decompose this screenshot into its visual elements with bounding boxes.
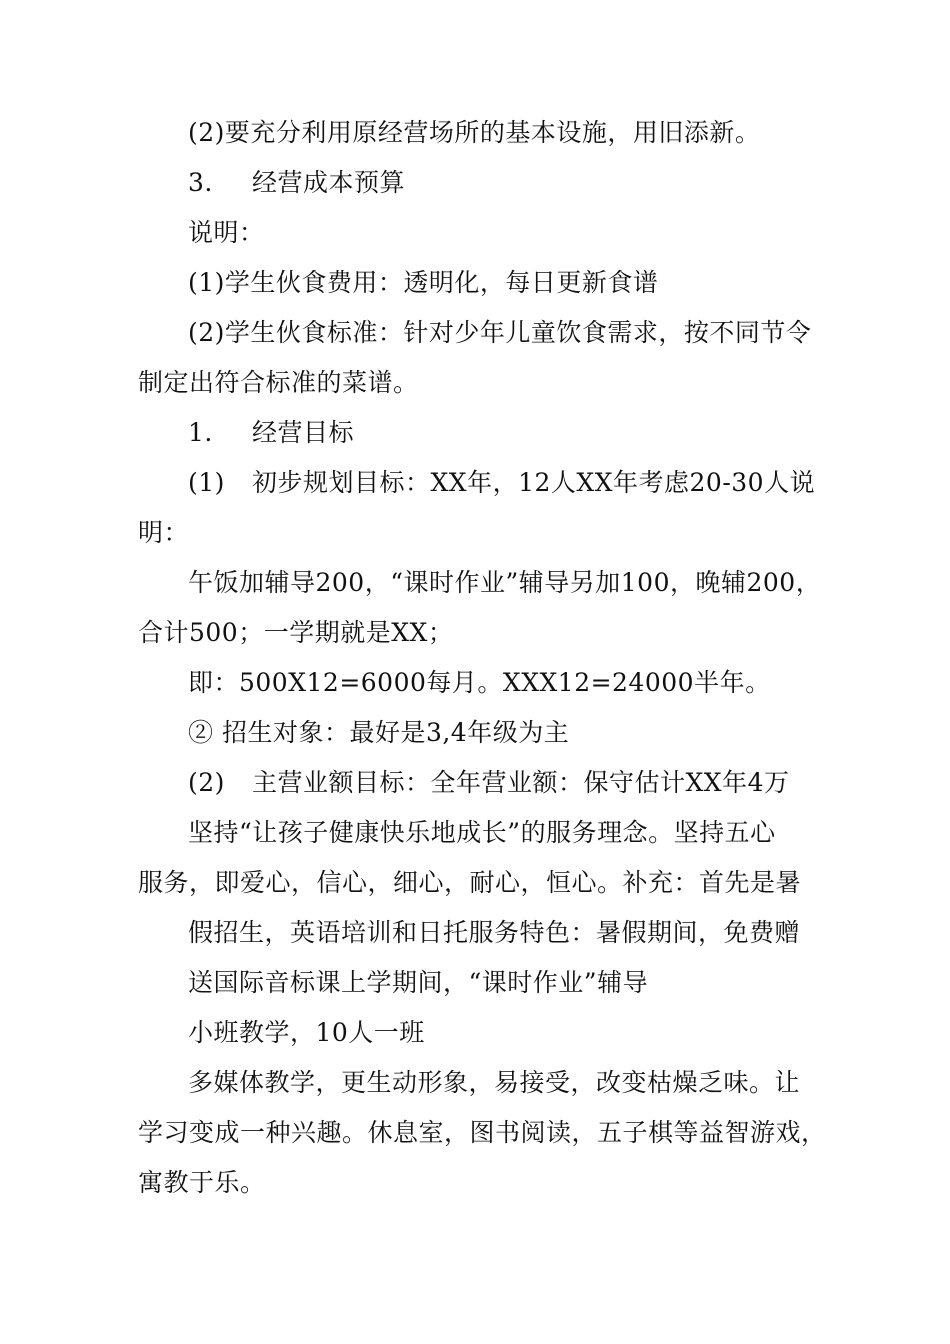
paragraph-line: 明： [138,518,190,547]
paragraph-line [188,768,790,798]
paragraph-line: 多媒体教学，更生动形象，易接受，改变枯燥乏味。让 [188,1068,801,1097]
section-heading [188,168,405,198]
paragraph-line: 午饭加辅导200，“课时作业”辅导另加100，晚辅200， [188,568,822,597]
paragraph-line: 说明： [188,218,265,247]
item-number: (1) [188,468,225,497]
paragraph-line: (2)学生伙食标准：针对少年儿童饮食需求，按不同节令 [188,318,812,347]
section-title: 经营目标 [252,418,355,447]
paragraph-line: 合计500；一学期就是XX； [138,618,454,647]
paragraph-line [188,468,815,498]
paragraph-line: ② 招生对象：最好是3,4年级为主 [188,718,570,747]
paragraph-line: 坚持“让孩子健康快乐地成长”的服务理念。坚持五心 [188,818,776,847]
paragraph-line: 制定出符合标准的菜谱。 [138,368,419,397]
item-text: 主营业额目标：全年营业额：保守估计XX年4万 [252,768,790,797]
item-number: (2) [188,768,225,797]
section-title: 经营成本预算 [252,168,406,197]
paragraph-line: 送国际音标课上学期间，“课时作业”辅导 [188,968,649,997]
paragraph-line: 假招生，英语培训和日托服务特色：暑假期间，免费赠 [188,918,801,947]
section-number: 3. [188,168,213,197]
section-heading [188,418,354,448]
paragraph-line: 即：500X12=6000每月。XXX12=24000半年。 [188,668,771,697]
item-text: 初步规划目标：XX年，12人XX年考虑20-30人说 [252,468,816,497]
paragraph-line: 服务，即爱心，信心，细心，耐心，恒心。补充：首先是暑 [138,868,802,897]
section-number: 1. [188,418,213,447]
paragraph-line: 学习变成一种兴趣。休息室，图书阅读，五子棋等益智游戏， [138,1118,827,1147]
paragraph-line: 小班教学，10人一班 [188,1018,425,1047]
paragraph-line: (2)要充分利用原经营场所的基本设施，用旧添新。 [188,118,761,147]
paragraph-line: (1)学生伙食费用：透明化，每日更新食谱 [188,268,659,297]
paragraph-line: 寓教于乐。 [138,1168,266,1197]
